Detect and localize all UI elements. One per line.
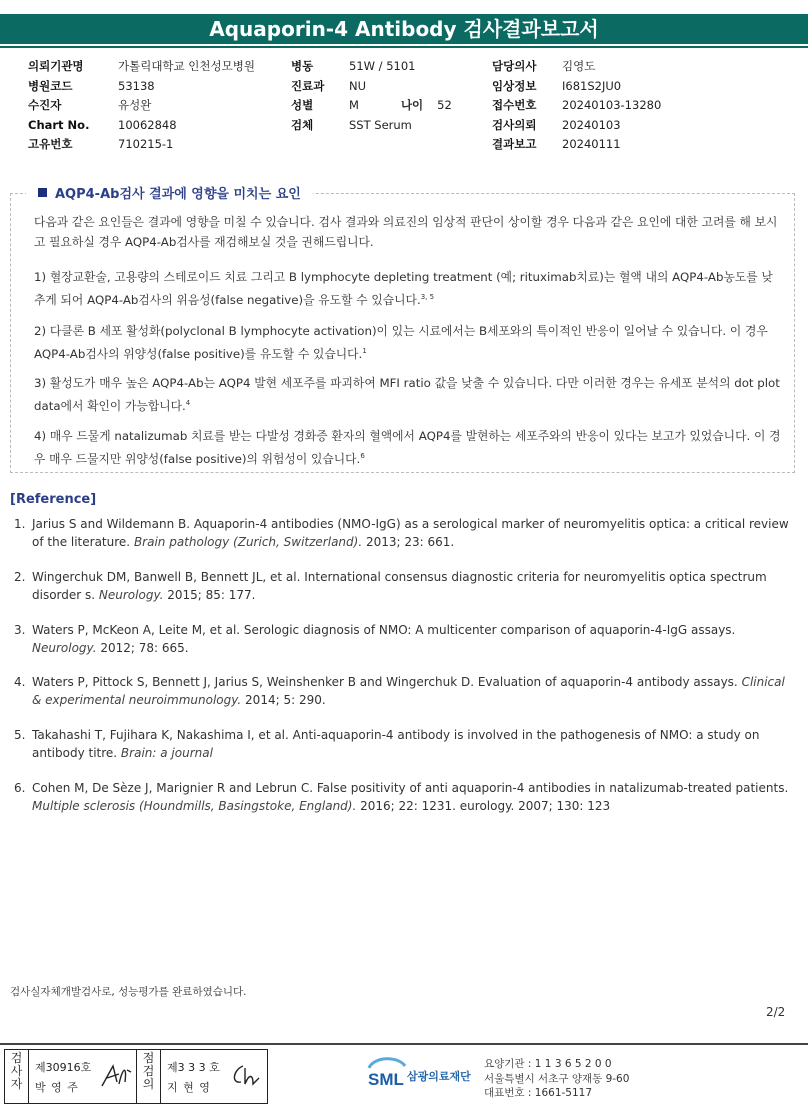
patient-info-col2 [291, 57, 452, 135]
info-value: 20240103-13280 [562, 98, 662, 112]
reference-number: 6. [14, 781, 26, 795]
age-label: 나이 [400, 98, 424, 112]
info-value: 53138 [118, 78, 155, 93]
factor-item-3: 3) 활성도가 매우 높은 AQP4-Ab는 AQP4 발현 세포주를 파괴하여 MFI ratio 값을 낮출 수 있습니다. 다만 이러한 경우는 유세포 분석의 dot plot data에서 확인이 가능합니다.$^4$ [34, 376, 780, 413]
info-row [492, 116, 661, 136]
reviewer-signature-icon [229, 1062, 265, 1090]
report-title: Aquaporin-4 Antibody 검사결과보고서 [0, 14, 808, 44]
info-row [492, 57, 661, 77]
tester-label: 검사자 [5, 1050, 29, 1103]
info-value: NU [349, 78, 367, 93]
info-label: 임상정보 [492, 78, 537, 93]
reviewer-label: 점검의 [137, 1050, 161, 1103]
info-row [291, 57, 452, 77]
reference-item [14, 568, 794, 604]
info-row [28, 57, 255, 77]
info-label: 검사의뢰 [492, 117, 537, 132]
info-label: 수진자 [28, 98, 62, 112]
info-row [492, 77, 661, 97]
tester-signature-icon [99, 1060, 133, 1090]
info-row [28, 77, 255, 97]
info-label: 의뢰기관명 [28, 59, 84, 73]
reference-heading: [Reference] [10, 492, 97, 507]
reference-text: Takahashi T, Fujihara K, Nakashima I, et al. Anti-aquaporin-4 antibody is involved in the pathogenesis of NMO: a study on antibody titre. Brain: a journal [32, 728, 760, 760]
info-label: 진료과 [291, 78, 325, 93]
info-label: 성별 [291, 98, 314, 112]
age-value: 52 [437, 98, 452, 112]
info-row [291, 116, 452, 136]
info-value: I681S2JU0 [562, 78, 622, 93]
info-label: 결과보고 [492, 137, 537, 151]
info-value: SST Serum [349, 117, 412, 132]
reference-number: 5. [14, 728, 26, 742]
info-row [291, 96, 452, 116]
validation-note: 검사실자체개발검사로, 성능평가를 완료하였습니다. [10, 986, 247, 998]
info-label: 병동 [291, 59, 314, 73]
org-name: 삼광의료재단 [407, 1070, 471, 1083]
square-bullet-icon [38, 188, 47, 197]
sml-logo-icon [366, 1056, 408, 1090]
reference-item [14, 779, 794, 815]
reference-text: Waters P, Pittock S, Bennett J, Jarius S, Weinshenker B and Wingerchuk D. Evaluation of aquaporin-4 antibody assays. Clinical & experimental neuroimmunology. 2014; 5: 290. [32, 675, 785, 707]
info-label: Chart No. [28, 117, 90, 132]
factor-item-1: 1) 혈장교환술, 고용량의 스테로이드 치료 그리고 B lymphocyte depleting treatment (예; rituximab치료)는 혈액 내의 AQP4-Ab농도를 낮추게 되어 AQP4-Ab검사의 위음성(false negative)을 유도할 수 있습니다.$^{3, 5}$ [34, 270, 773, 307]
factor-intro: 다음과 같은 요인들은 결과에 영향을 미칠 수 있습니다. 검사 결과와 의료진의 임상적 판단이 상이할 경우 다음과 같은 요인에 대한 고려를 해 보시고 필요하실 경우 AQP4-Ab검사를 재검해보실 것을 권해드립니다. [34, 215, 778, 249]
reference-number: 4. [14, 675, 26, 689]
signature-stamp [4, 1049, 268, 1104]
footer-divider [0, 1043, 808, 1045]
reference-text: Jarius S and Wildemann B. Aquaporin-4 antibodies (NMO-IgG) as a serological marker of neuromyelitis optica: a critical review of the literature. Brain pathology (Zurich, Switzerland). 2013; 23: 661. [32, 517, 789, 549]
info-row [28, 96, 255, 116]
info-value: 710215-1 [118, 137, 174, 151]
info-value: 20240111 [562, 137, 621, 151]
info-value: 김영도 [562, 59, 596, 73]
info-row [291, 77, 452, 97]
reference-item [14, 673, 794, 709]
factor-section-title: AQP4-Ab검사 결과에 영향을 미치는 요인 [26, 183, 313, 202]
reference-text: Cohen M, De Sèze J, Marignier R and Lebrun C. False positivity of anti aquaporin-4 antibodies in natalizumab-treated patients. Multiple sclerosis (Houndmills, Basingstoke, England). 2016; 22: 1231. eurology. 2007; 130: 123 [32, 781, 789, 813]
factor-item-4: 4) 매우 드물게 natalizumab 치료를 받는 다발성 경화증 환자의 혈액에서 AQP4를 발현하는 세포주와의 반응이 있다는 보고가 있었습니다. 이 경우 매우 드물지만 위양성(false positive)의 위험성이 있습니다.$^6$ [34, 429, 781, 466]
info-value: 가톨릭대학교 인천성모병원 [118, 59, 255, 73]
info-value: 유성완 [118, 98, 152, 112]
reference-item [14, 726, 794, 762]
reference-number: 1. [14, 517, 26, 531]
reference-item [14, 515, 794, 551]
reference-text: Waters P, McKeon A, Leite M, et al. Serologic diagnosis of NMO: A multicenter comparison of aquaporin-4-IgG assays. Neurology. 2012; 78: 665. [32, 623, 736, 655]
info-value: 20240103 [562, 117, 621, 132]
info-row [28, 135, 255, 155]
page-number: 2/2 [766, 1005, 786, 1019]
info-label: 담당의사 [492, 59, 537, 73]
reference-number: 3. [14, 623, 26, 637]
info-label: 고유번호 [28, 137, 73, 151]
patient-info-col1 [28, 57, 255, 155]
reviewer-cell: 제3 3 3 호 지 현 영 [161, 1050, 269, 1103]
info-row [28, 116, 255, 136]
info-row [492, 135, 661, 155]
reference-text: Wingerchuk DM, Banwell B, Bennett JL, et al. International consensus diagnostic criteria for neuromyelitis optica spectrum disorder s. Neurology. 2015; 85: 177. [32, 570, 767, 602]
factor-item-2: 2) 다클론 B 세포 활성화(polyclonal B lymphocyte activation)이 있는 시료에서는 B세포와의 특이적인 반응이 일어날 수 있습니다. 이 경우 AQP4-Ab검사의 위양성(false positive)를 유도할 수 있습니다.$^1$ [34, 324, 768, 361]
reference-item [14, 621, 794, 657]
info-label: 병원코드 [28, 78, 73, 93]
info-value: 51W / 5101 [349, 59, 416, 73]
info-row [492, 96, 661, 116]
svg-text:SML: SML [368, 1070, 404, 1089]
reference-number: 2. [14, 570, 26, 584]
info-value: 10062848 [118, 117, 177, 132]
org-address: 요양기관 : 1 1 3 6 5 2 0 0 서울특별시 서초구 양재동 9-60 대표번호 : 1661-5117 [484, 1058, 630, 1099]
info-label: 검체 [291, 117, 314, 132]
tester-cell: 제30916호 박 영 주 [29, 1050, 137, 1103]
patient-info-col3 [492, 57, 661, 155]
info-label: 접수번호 [492, 98, 537, 112]
info-value: M [349, 98, 359, 112]
